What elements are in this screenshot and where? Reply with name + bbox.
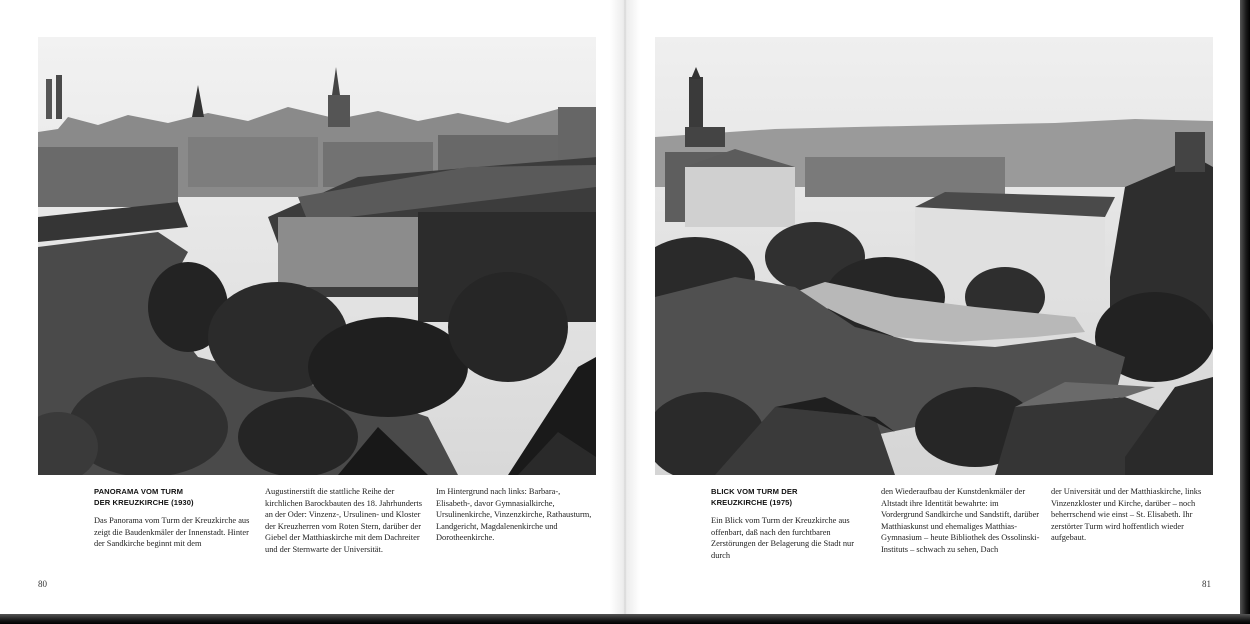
photo-view-1975 bbox=[655, 37, 1213, 475]
book-gutter bbox=[610, 0, 640, 614]
caption-title-left-line1: PANORAMA VOM TURM bbox=[94, 487, 184, 496]
caption-text-left-col2: Augustinerstift die stattliche Reihe der kirchlichen Barockbauten des 18. Jahrhunderts an der Oder: Vinzenz-, Ursulinen- und Kloster der Kreuzherren vom Roten Stern, darüber der Giebel der Matthiaskirche mit dem Dachreiter und der Sternwarte der Universität. bbox=[265, 487, 422, 554]
caption-text-right-col1: Ein Blick vom Turm der Kreuzkirche aus offenbart, daß nach den furchtbaren Zerstörungen der Belagerung die Stadt nur durch bbox=[711, 516, 855, 560]
caption-title-right bbox=[711, 486, 871, 508]
caption-text-left-col3: Im Hintergrund nach links: Barbara-, Elisabeth-, davor Gymnasialkirche, Ursulinenkirche, Vinzenzkirche, Rathausturm, Landgericht, Magdalenenkirche und Dorotheenkirche. bbox=[436, 487, 592, 542]
caption-text-right-col2: den Wiederaufbau der Kunstdenkmäler der Altstadt ihre Identität bewahrte: im Vordergrund Sandkirche und Sandstift, darüber Matthiaskunst und ehemaliges Matthias-Gymnasium – heute Bibliothek des Ossolinski-Instituts – schwach zu sehen, Dach bbox=[881, 487, 1040, 554]
page-number-left: 80 bbox=[38, 579, 47, 589]
page-number-right: 81 bbox=[1202, 579, 1211, 589]
book-edge-bottom bbox=[0, 614, 1250, 624]
photo-panorama-1930 bbox=[38, 37, 596, 475]
caption-text-right-col3: der Universität und der Matthiaskirche, links Vinzenzkloster und Kirche, darüber – noch beherrschend wie einst – St. Elisabeth. Ihr zerstörter Turm wird hoffentlich wieder aufgebaut. bbox=[1051, 487, 1202, 542]
caption-text-left-col1: Das Panorama vom Turm der Kreuzkirche aus zeigt die Baudenkmäler der Innenstadt. Hinter der Sandkirche beginnt mit dem bbox=[94, 516, 250, 548]
caption-title-left-line2: DER KREUZKIRCHE (1930) bbox=[94, 498, 194, 507]
caption-title-right-line1: BLICK VOM TURM DER bbox=[711, 487, 798, 496]
caption-title-right-line2: KREUZKIRCHE (1975) bbox=[711, 498, 793, 507]
caption-title-left bbox=[94, 486, 254, 508]
book-edge-right bbox=[1240, 0, 1250, 624]
